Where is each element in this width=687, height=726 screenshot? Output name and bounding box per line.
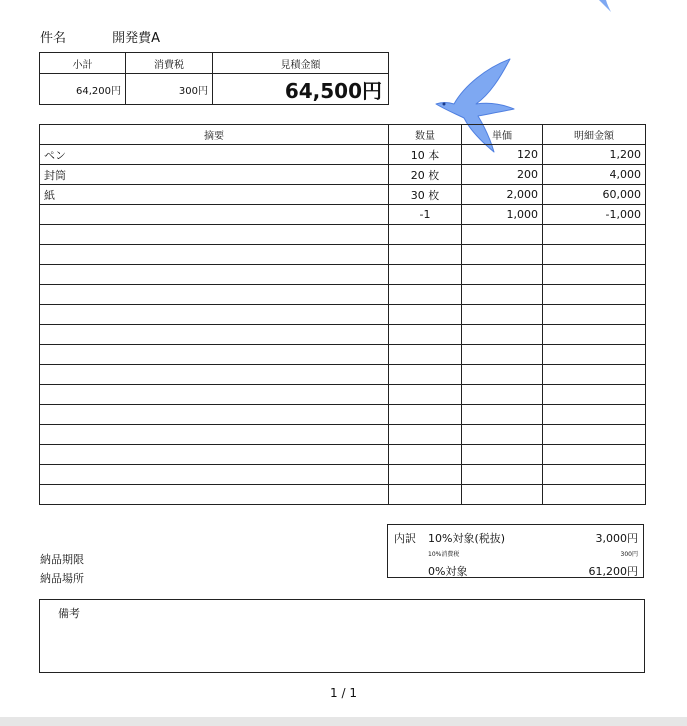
summary-header-row [40,53,389,74]
item-amount [543,305,646,325]
decorative-corner-icon [597,0,617,14]
item-amount [543,385,646,405]
amount-header: 明細金額 [543,125,646,145]
item-unit-price [462,445,543,465]
table-row [40,485,646,505]
delivery-location-label: 納品場所 [40,572,84,585]
item-unit-price [462,225,543,245]
item-description [40,245,389,265]
item-unit-price [462,385,543,405]
item-description [40,225,389,245]
table-row [40,445,646,465]
table-row [40,145,646,165]
item-description [40,365,389,385]
item-description [40,205,389,225]
item-amount [543,245,646,265]
tax-breakdown [387,524,644,578]
item-amount: 4,000 [543,165,646,185]
item-description: ペン [40,145,389,165]
item-quantity [389,485,462,505]
item-amount [543,285,646,305]
taxable-label: 10%対象(税抜) [428,532,506,545]
item-quantity [389,345,462,365]
tax-row-value: 300円 [620,551,638,558]
bottom-bar [0,717,687,726]
total-header: 見積金額 [213,53,389,74]
subtotal-header: 小計 [40,53,126,74]
item-unit-price [462,285,543,305]
item-unit-price [462,325,543,345]
item-amount [543,225,646,245]
item-quantity [389,325,462,345]
table-row [40,245,646,265]
item-unit-price [462,305,543,325]
item-quantity: 20 枚 [389,165,462,185]
item-description [40,345,389,365]
item-description [40,485,389,505]
delivery-deadline-label: 納品期限 [40,553,84,566]
item-unit-price: 200 [462,165,543,185]
item-unit-price: 120 [462,145,543,165]
item-amount [543,325,646,345]
quantity-header: 数量 [389,125,462,145]
item-quantity [389,385,462,405]
item-amount [543,345,646,365]
table-row [40,465,646,485]
item-rows [40,145,646,505]
unit-price-header: 単価 [462,125,543,145]
table-row [40,325,646,345]
delivery-info [40,550,84,588]
item-unit-price [462,485,543,505]
table-row [40,345,646,365]
subject-label: 件名 [40,31,67,46]
item-description: 封筒 [40,165,389,185]
item-quantity [389,465,462,485]
item-quantity [389,365,462,385]
total-value: 64,500円 [213,74,389,105]
table-row [40,305,646,325]
item-amount [543,365,646,385]
subtotal-value: 64,200円 [40,74,126,105]
table-row [40,205,646,225]
item-description [40,425,389,445]
breakdown-heading: 内訳 [394,532,416,545]
subject-line [40,27,160,46]
table-row [40,285,646,305]
table-row [40,385,646,405]
table-row [40,225,646,245]
item-description [40,305,389,325]
item-quantity [389,285,462,305]
table-row [40,365,646,385]
item-description: 紙 [40,185,389,205]
page-indicator: 1 / 1 [330,686,357,700]
item-description [40,265,389,285]
table-row [40,185,646,205]
table-row [40,165,646,185]
zero-rate-value: 61,200円 [588,565,638,578]
items-table [39,124,646,505]
description-header: 摘要 [40,125,389,145]
item-amount: 1,200 [543,145,646,165]
item-quantity: 30 枚 [389,185,462,205]
tax-value: 300円 [126,74,213,105]
item-description [40,325,389,345]
item-amount [543,485,646,505]
item-description [40,405,389,425]
item-quantity [389,405,462,425]
table-row [40,405,646,425]
remarks-box [39,599,645,673]
item-unit-price [462,465,543,485]
item-unit-price [462,425,543,445]
item-unit-price [462,345,543,365]
item-amount: -1,000 [543,205,646,225]
summary-table [39,52,389,105]
item-description [40,465,389,485]
item-amount [543,425,646,445]
item-quantity [389,245,462,265]
item-amount [543,465,646,485]
item-unit-price [462,265,543,285]
item-quantity [389,225,462,245]
items-header-row [40,125,646,145]
item-quantity [389,305,462,325]
taxable-value: 3,000円 [595,532,638,545]
item-description [40,385,389,405]
item-description [40,445,389,465]
item-unit-price [462,245,543,265]
item-unit-price: 1,000 [462,205,543,225]
item-amount [543,405,646,425]
item-amount [543,445,646,465]
remarks-label: 備考 [58,607,80,620]
table-row [40,425,646,445]
item-amount [543,265,646,285]
summary-value-row [40,74,389,105]
item-quantity [389,265,462,285]
subject-value: 開発費A [112,31,161,46]
item-quantity [389,425,462,445]
zero-rate-label: 0%対象 [428,565,468,578]
item-quantity: -1 [389,205,462,225]
item-amount: 60,000 [543,185,646,205]
item-unit-price: 2,000 [462,185,543,205]
tax-header: 消費税 [126,53,213,74]
item-quantity: 10 本 [389,145,462,165]
item-description [40,285,389,305]
table-row [40,265,646,285]
tax-label: 10%消費税 [428,551,460,558]
item-unit-price [462,405,543,425]
item-unit-price [462,365,543,385]
item-quantity [389,445,462,465]
